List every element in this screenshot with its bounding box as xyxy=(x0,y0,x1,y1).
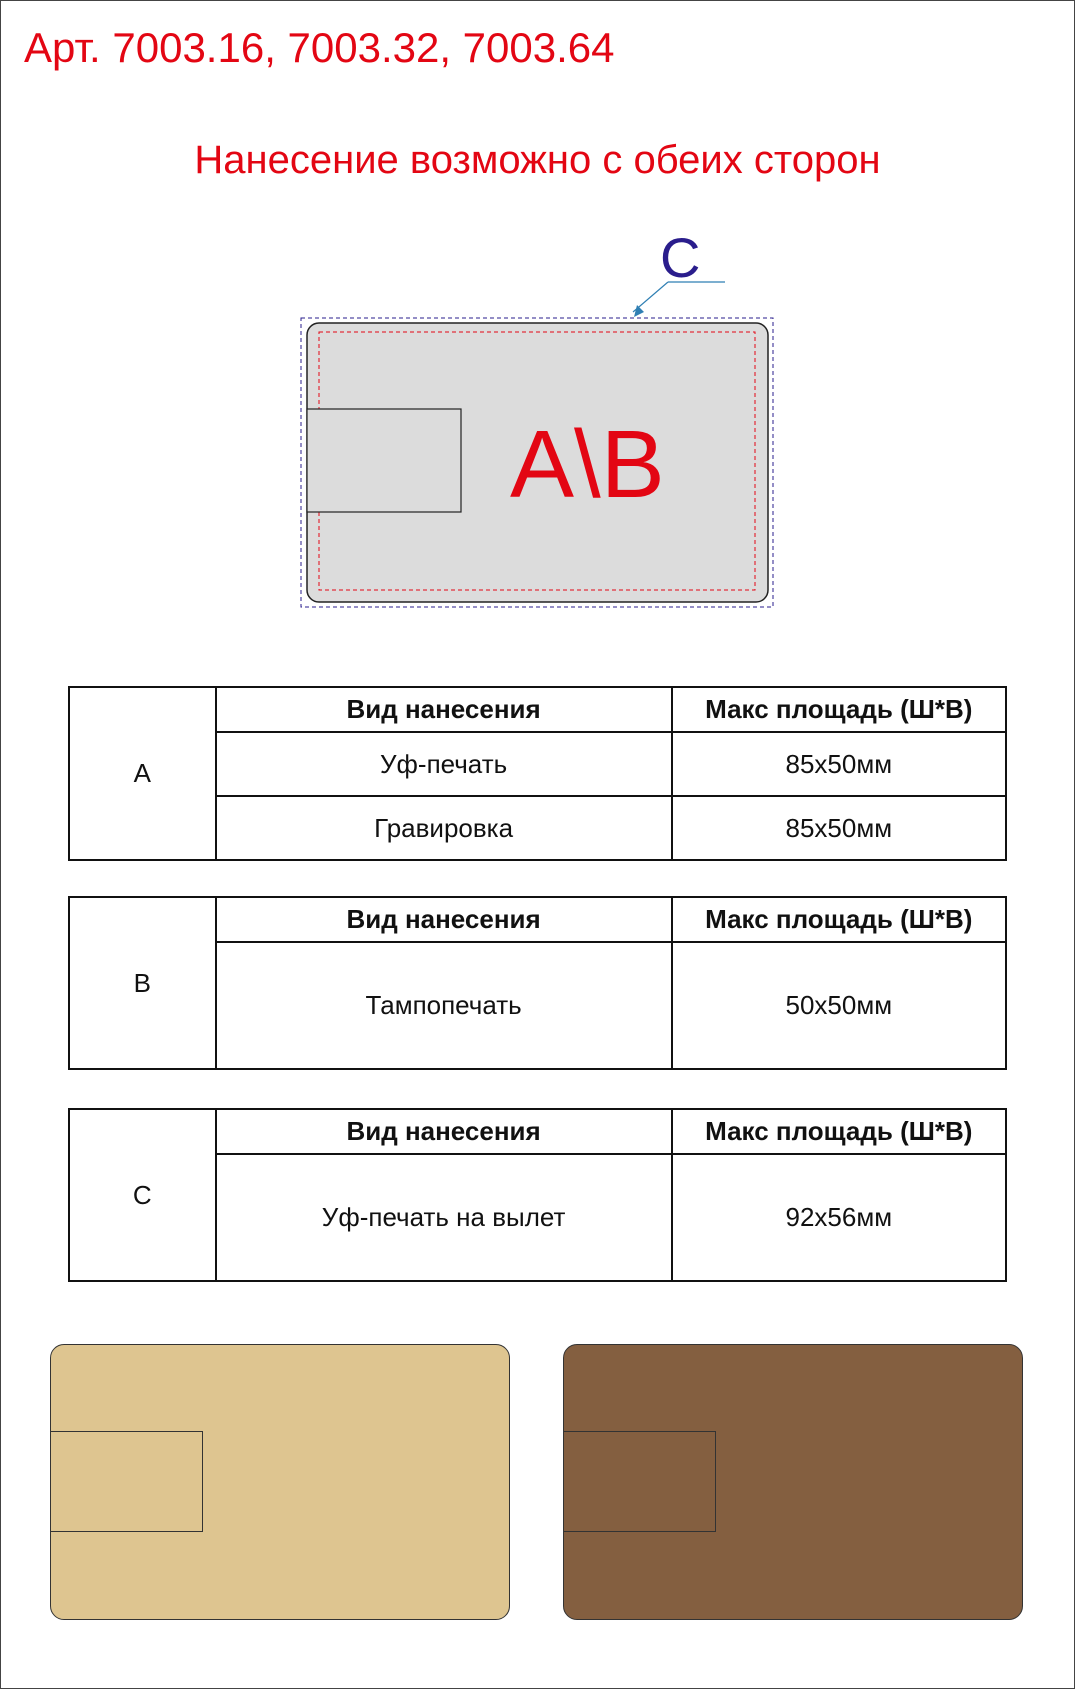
header-area: Макс площадь (Ш*В) xyxy=(672,687,1006,732)
area-cell: 85x50мм xyxy=(672,732,1006,796)
header-method: Вид нанесения xyxy=(216,687,672,732)
article-numbers: Арт. 7003.16, 7003.32, 7003.64 xyxy=(24,24,615,71)
area-cell: 92x56мм xyxy=(672,1154,1006,1281)
both-sides-note: Нанесение возможно с обеих сторон xyxy=(194,138,881,182)
usb-plug-light xyxy=(50,1431,203,1532)
zone-ab-label: A\B xyxy=(510,411,665,518)
print-zone-diagram xyxy=(290,225,800,610)
header-area: Макс площадь (Ш*В) xyxy=(672,1109,1006,1154)
product-card-dark-wood xyxy=(563,1344,1023,1620)
header-area: Макс площадь (Ш*В) xyxy=(672,897,1006,942)
product-card-light-wood xyxy=(50,1344,510,1620)
usb-plug-outline xyxy=(307,409,461,512)
zone-c-label: C xyxy=(660,226,701,289)
table-letter-c: C xyxy=(69,1109,216,1281)
method-cell: Уф-печать на вылет xyxy=(216,1154,672,1281)
header-method: Вид нанесения xyxy=(216,897,672,942)
area-cell: 50x50мм xyxy=(672,942,1006,1069)
method-cell: Уф-печать xyxy=(216,732,672,796)
spec-table-a xyxy=(68,686,1007,861)
method-cell: Тампопечать xyxy=(216,942,672,1069)
method-cell: Гравировка xyxy=(216,796,672,860)
area-cell: 85x50мм xyxy=(672,796,1006,860)
table-letter-a: A xyxy=(69,687,216,860)
usb-plug-dark xyxy=(563,1431,716,1532)
spec-table-c xyxy=(68,1108,1007,1282)
header-method: Вид нанесения xyxy=(216,1109,672,1154)
table-letter-b: B xyxy=(69,897,216,1069)
spec-table-b xyxy=(68,896,1007,1070)
